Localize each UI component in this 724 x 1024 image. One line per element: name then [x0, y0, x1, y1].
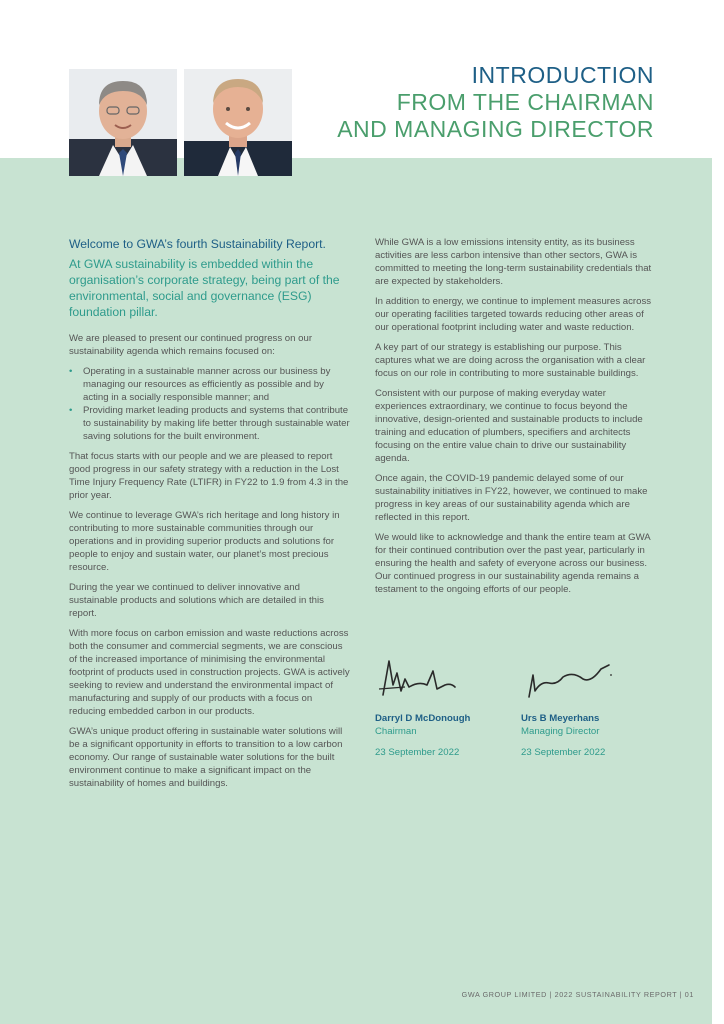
paragraph: We are pleased to present our continued progress on our sustainability agenda which remains focused on: [69, 333, 313, 357]
intro-statement: At GWA sustainability is embedded within the organisation’s corporate strategy, being part of the environmental, social and governance (ESG) foundation pillar. [69, 257, 340, 319]
paragraph: We would like to acknowledge and thank the entire team at GWA for their continued contribution over the past year, particularly in ensuring the health and safety of everyone across our business. Our continued progress in our sustainability agenda remains a testament to the ongoing efforts of our people. [375, 532, 651, 595]
paragraph: That focus starts with our people and we are pleased to report good progress in our safety strategy with a reduction in the Lost Time Injury Frequency Rate (LTIFR) in FY22 to 1.9 from 4.3 in the prior year. [69, 451, 349, 501]
chairman-portrait-photo [69, 69, 177, 176]
portrait-managing-director-icon [184, 69, 292, 176]
paragraph: In addition to energy, we continue to implement measures across our operating facilities targeted towards reducing other areas of our operational footprint including water and waste reduction. [375, 296, 652, 333]
signatory-name: Darryl D McDonough [375, 713, 471, 724]
handwritten-signature-icon [521, 655, 621, 700]
managing-director-portrait-photo [184, 69, 292, 176]
signatory-name: Urs B Meyerhans [521, 713, 600, 724]
paragraph: With more focus on carbon emission and waste reductions across both the consumer and commercial segments, we are conscious of the increased importance of minimising the environmental footprint of products used in construction projects. GWA is actively seeking to review and understand the environmental impact of manufacturing and supply of our products with a focus on reducing embedded carbon in our products. [69, 628, 350, 717]
handwritten-signature-icon [375, 655, 465, 700]
signatory-title: Managing Director [521, 726, 600, 737]
left-column [69, 236, 351, 797]
page-footer: GWA GROUP LIMITED | 2022 SUSTAINABILITY REPORT | 01 [461, 990, 694, 999]
paragraph: Once again, the COVID-19 pandemic delayed some of our sustainability initiatives in FY22, however, we continued to make progress in key areas of our sustainability agenda which are reflected in this report. [375, 473, 648, 523]
managing-director-signature-block [521, 655, 661, 759]
paragraph: GWA’s unique product offering in sustainable water solutions will be a significant opportunity in efforts to transition to a low carbon economy. Our range of sustainable water solutions for the built environment continue to make a significant impact on the sustainability of homes and buildings. [69, 726, 343, 789]
portrait-chairman-icon [69, 69, 177, 176]
signatory-title: Chairman [375, 726, 417, 737]
paragraph: A key part of our strategy is establishing our purpose. This captures what we are doing across the organisation with a clear focus on our role in contributing to more sustainable buildings. [375, 342, 646, 379]
focus-list [69, 365, 351, 443]
paragraph: During the year we continued to deliver innovative and sustainable products and solutions which are detailed in this report. [69, 582, 324, 619]
signature-date: 23 September 2022 [521, 747, 606, 758]
chairman-signature-block [375, 655, 515, 759]
page-heading [337, 62, 654, 143]
list-item: • Providing market leading products and systems that contribute to sustainability by making life better through sustainable water saving solutions for the built environment. [69, 404, 351, 443]
heading-line-2: FROM THE CHAIRMAN [396, 89, 654, 115]
paragraph: While GWA is a low emissions intensity entity, as its business activities are less carbon intensive than other sectors, GWA is committed to meeting the long-term sustainability credentials that are expected by stakeholders. [375, 237, 652, 287]
heading-line-3: AND MANAGING DIRECTOR [337, 116, 654, 142]
heading-line-1: INTRODUCTION [471, 62, 654, 88]
paragraph: Consistent with our purpose of making everyday water experiences extraordinary, we continue to focus beyond the innovative, design-oriented and sustainable products to include training and education of plumbers, specifiers and architects focusing on the entire value chain to drive our sustainability agenda. [375, 388, 643, 464]
signature-date: 23 September 2022 [375, 747, 460, 758]
welcome-lead: Welcome to GWA’s fourth Sustainability Report. [69, 237, 326, 251]
right-column [375, 236, 657, 603]
list-item: • Operating in a sustainable manner across our business by managing our resources as efficiently as possible and by acting in a socially responsible manner; and [69, 365, 351, 404]
paragraph: We continue to leverage GWA’s rich heritage and long history in contributing to more sustainable communities through our operations and in providing superior products and solutions for people to enjoy and sustain water, our planet’s most precious resource. [69, 510, 340, 573]
